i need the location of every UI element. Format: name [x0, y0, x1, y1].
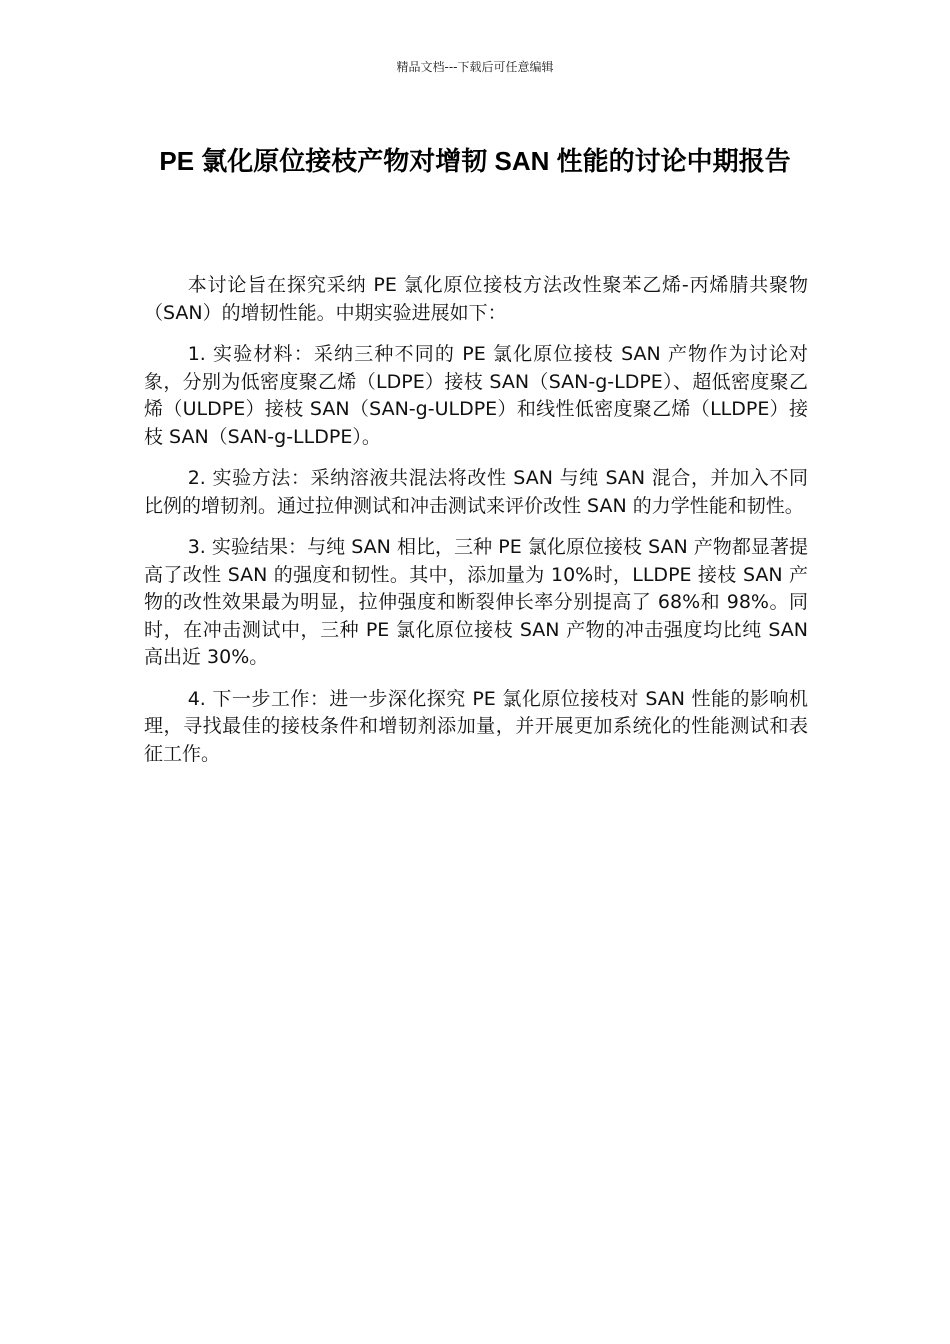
document-title: PE 氯化原位接枝产物对增韧 SAN 性能的讨论中期报告 — [159, 146, 791, 176]
page-header-note: 精品文档---下载后可任意编辑 — [396, 60, 554, 74]
document-body — [144, 272, 808, 782]
methods-paragraph: 2. 实验方法：采纳溶液共混法将改性 SAN 与纯 SAN 混合，并加入不同比例的增韧剂。通过拉伸测试和冲击测试来评价改性 SAN 的力学性能和韧性。 — [144, 467, 808, 517]
next-steps-paragraph: 4. 下一步工作：进一步深化探究 PE 氯化原位接枝对 SAN 性能的影响机理，寻找最佳的接枝条件和增韧剂添加量，并开展更加系统化的性能测试和表征工作。 — [144, 687, 808, 765]
results-paragraph: 3. 实验结果：与纯 SAN 相比，三种 PE 氯化原位接枝 SAN 产物都显著提高了改性 SAN 的强度和韧性。其中，添加量为 10%时，LLDPE 接枝 SAN 产物的改性效果最为明显，拉伸强度和断裂伸长率分别提高了 68%和 98%。同时，在冲击测试中，三种 PE 氯化原位接枝 SAN 产物的冲击强度均比纯 SAN 高出近 30%。 — [144, 536, 808, 668]
materials-paragraph: 1. 实验材料：采纳三种不同的 PE 氯化原位接枝 SAN 产物作为讨论对象，分别为低密度聚乙烯（LDPE）接枝 SAN（SAN-g-LDPE）、超低密度聚乙烯（ULDPE）接枝 SAN（SAN-g-ULDPE）和线性低密度聚乙烯（LLDPE）接枝 SAN（SAN-g-LLDPE）。 — [144, 343, 808, 448]
intro-paragraph: 本讨论旨在探究采纳 PE 氯化原位接枝方法改性聚苯乙烯-丙烯腈共聚物（SAN）的增韧性能。中期实验进展如下： — [144, 274, 808, 324]
